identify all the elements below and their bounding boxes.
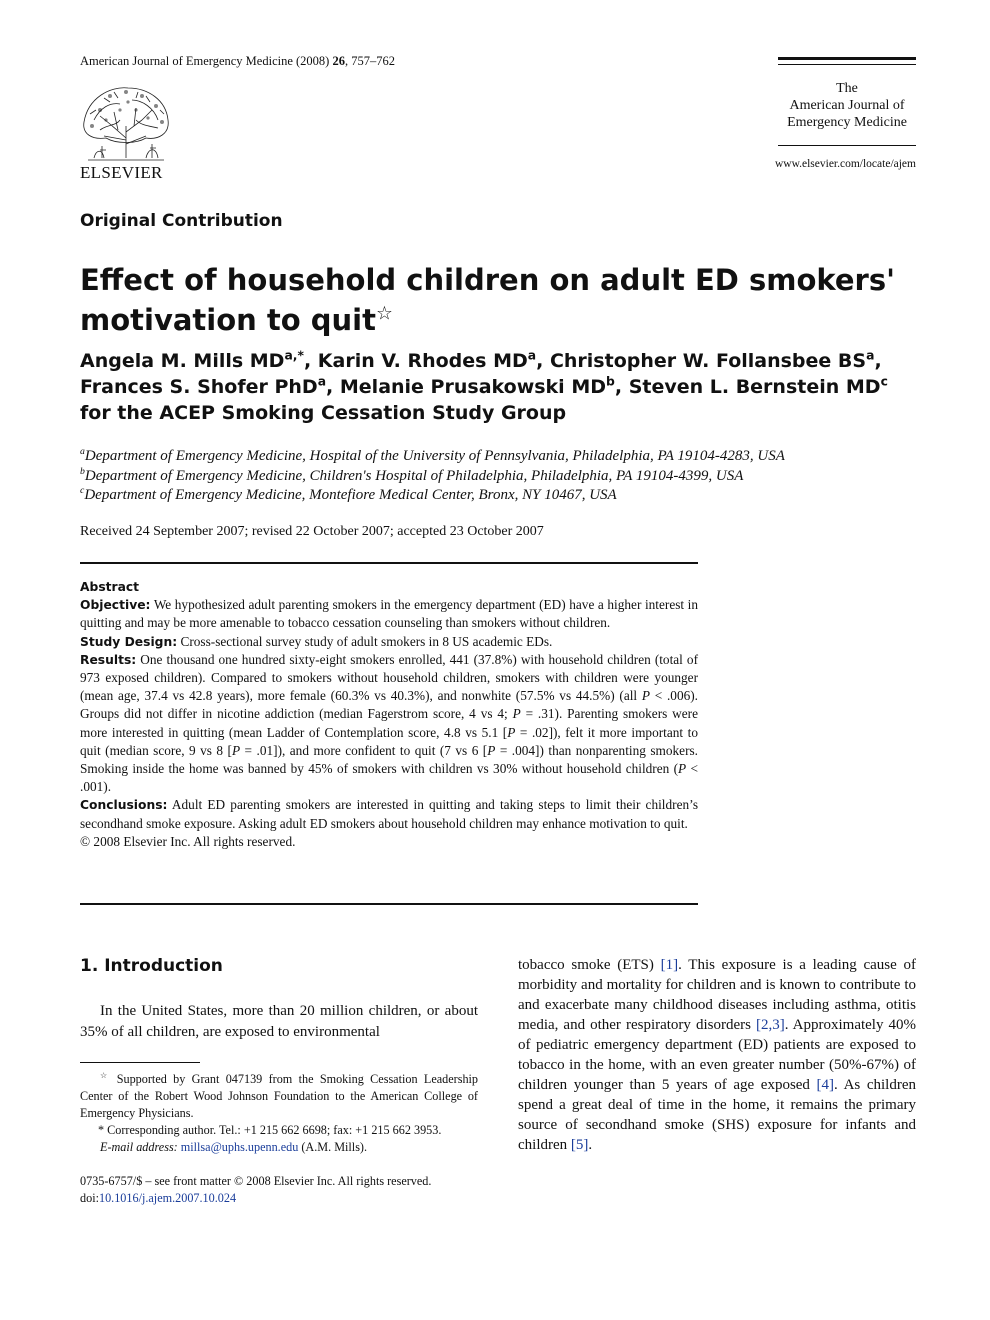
affiliation-sup: b	[80, 465, 85, 477]
article-title	[80, 260, 920, 340]
affiliations	[80, 447, 920, 506]
p-symbol: P	[507, 724, 516, 740]
results-text-1: One thousand one hundred sixty-eight smokers enrolled, 441 (37.8%) with household children (total of 973 exposed children). Compared to smokers without household children, smokers with children were younger (mean age, 37.4 vs 42.8 years), more female (60.3% vs 40.3%), and nonwhite (57.5% vs 44.5%) (all	[80, 651, 698, 704]
reference-link-2-3[interactable]: [2,3]	[755, 1017, 785, 1033]
corresponding-mark: *	[98, 1123, 105, 1137]
email-label: E-mail address:	[100, 1140, 178, 1154]
footnotes	[80, 1071, 478, 1156]
intro-heading: 1. Introduction	[80, 956, 223, 976]
section-type: Original Contribution	[80, 211, 283, 231]
p-symbol: P	[231, 742, 241, 758]
reference-link-4[interactable]: [4]	[816, 1077, 835, 1093]
p-symbol: P	[641, 688, 650, 704]
results-text-5: = .01]), and more confident to quit (7 vs 6 [	[240, 742, 488, 758]
journal-citation	[80, 54, 395, 69]
title-line2: motivation to quit	[80, 303, 376, 337]
objective-text: We hypothesized adult parenting smokers in the emergency department (ED) have a higher interest in quitting and may be more amenable to tobacco cessation counseling than smokers without children.	[80, 597, 699, 631]
conclusions-label: Conclusions:	[80, 798, 168, 813]
received-dates: Received 24 September 2007; revised 22 October 2007; accepted 23 October 2007	[80, 524, 544, 539]
abstract-bottom-rule	[80, 903, 698, 905]
affiliation-text: Department of Emergency Medicine, Montefiore Medical Center, Bronx, NY 10467, USA	[84, 487, 617, 503]
design-label: Study Design:	[80, 634, 178, 649]
design-text: Cross-sectional survey study of adult smokers in 8 US academic EDs.	[180, 633, 553, 649]
journal-title-line1: The	[836, 81, 858, 96]
author-name: Karin V. Rhodes MD	[317, 350, 528, 372]
results-text-4: = .02]), felt it more important to quit (median score, 9 vs 8 [	[80, 724, 698, 758]
intro-text-d: . As children spend a great deal of time in the home, it remains the primary source of secondhand smoke (SHS) exposure for infants and children	[518, 1077, 916, 1153]
author-sep: ,	[614, 376, 629, 398]
results-label: Results:	[80, 652, 137, 667]
intro-text-e: .	[588, 1137, 593, 1153]
title-footnote-star-icon[interactable]: ☆	[375, 303, 393, 325]
email-link[interactable]: millsa@uphs.upenn.edu	[180, 1140, 299, 1154]
author-sup[interactable]: a	[317, 374, 327, 389]
results-text-2: < .006). Groups did not differ in nicotine addiction (median Fagerstrom score, 4 vs 4;	[80, 688, 699, 722]
affiliation-text: Department of Emergency Medicine, Hospital of the University of Pennsylvania, Philadelphia, PA 19104-4283, USA	[84, 448, 785, 464]
author-name: Angela M. Mills MD	[80, 350, 285, 372]
conclusions-text: Adult ED parenting smokers are interested in quitting and taking steps to limit their children’s secondhand smoke exposure. Asking adult ED smokers about household children may enhance motivation to quit.	[80, 797, 698, 831]
intro-text-b: . This exposure is a leading cause of morbidity and mortality for children and is known to contribute to and exacerbate many childhood diseases including asthma, otitis media, and other respiratory disorders	[518, 957, 916, 1033]
journal-title-line3: Emergency Medicine	[787, 115, 907, 130]
email-owner: (A.M. Mills).	[301, 1140, 368, 1154]
author-list	[80, 348, 920, 426]
abstract-top-rule	[80, 562, 698, 564]
journal-title-line2: American Journal of	[789, 98, 905, 113]
affiliation-sup: a	[80, 446, 85, 457]
results-text-3: = .31). Parenting smokers were more interested in quitting (mean Ladder of Contemplation score, 4.8 vs 5.1 [	[80, 706, 698, 740]
author-sup[interactable]: a	[866, 348, 875, 363]
author-name: Melanie Prusakowski MD	[339, 376, 606, 398]
journal-ref-text: American Journal of Emergency Medicine (2008)	[80, 54, 330, 68]
author-sup[interactable]: a	[527, 348, 537, 363]
affiliation-a	[80, 447, 920, 467]
author-sep: ,	[874, 350, 882, 372]
intro-text-a: tobacco smoke (ETS)	[518, 957, 661, 973]
affiliation-text: Department of Emergency Medicine, Children's Hospital of Philadelphia, Philadelphia, PA 19104-4399, USA	[84, 467, 744, 484]
abstract	[80, 578, 698, 851]
intro-left-text: In the United States, more than 20 million children, or about 35% of all children, are exposed to environmental	[80, 1003, 478, 1040]
star-footnote-icon: ☆	[100, 1070, 111, 1080]
p-symbol: P	[678, 761, 687, 777]
intro-text-c: . Approximately 40% of pediatric emergency department (ED) patients are exposed to tobacco in the home, with an even greater number (50%-67%) of children younger than 5 years of age exposed	[518, 1017, 916, 1093]
abstract-copyright: © 2008 Elsevier Inc. All rights reserved.	[80, 833, 296, 849]
reference-link-1[interactable]: [1]	[660, 957, 679, 973]
journal-title	[778, 80, 916, 131]
publisher-name: ELSEVIER	[80, 163, 163, 182]
affiliation-b	[80, 467, 920, 487]
header-rule-thick	[778, 57, 916, 60]
p-symbol: P	[487, 742, 496, 758]
footnote-rule	[80, 1062, 200, 1063]
affiliation-c	[80, 486, 920, 506]
results-text-6: = .004]) than nonparenting smokers. Smoking inside the home was banned by 45% of smokers with children vs 30% without household children (	[80, 742, 698, 777]
reference-link-5[interactable]: [5]	[570, 1137, 589, 1153]
journal-pages: , 757–762	[344, 54, 395, 68]
p-symbol: P	[512, 706, 521, 722]
intro-right-text	[518, 955, 916, 1155]
title-line1: Effect of household children on adult ED smokers'	[80, 263, 895, 297]
author-sep: ,	[303, 350, 318, 372]
objective-label: Objective:	[80, 598, 151, 613]
abstract-heading: Abstract	[80, 580, 140, 594]
front-matter-text: 0735-6757/$ – see front matter © 2008 Elsevier Inc. All rights reserved.	[80, 1174, 432, 1188]
author-sep: ,	[326, 376, 340, 398]
study-group: for the ACEP Smoking Cessation Study Group	[80, 402, 567, 424]
front-matter	[80, 1173, 478, 1207]
header-rule-thin	[778, 64, 916, 65]
affiliation-sup: c	[80, 485, 85, 496]
doi-label: doi:	[80, 1191, 99, 1205]
author-name: Christopher W. Follansbee BS	[549, 350, 867, 372]
author-sup[interactable]: c	[880, 374, 888, 389]
doi-link[interactable]: 10.1016/j.ajem.2007.10.024	[98, 1191, 237, 1205]
author-sep: ,	[536, 350, 550, 372]
results-text-7: < .001).	[80, 761, 699, 795]
journal-volume: 26	[332, 54, 345, 68]
author-sup[interactable]: a,*	[284, 348, 304, 363]
author-name: Steven L. Bernstein MD	[628, 376, 881, 398]
journal-url[interactable]: www.elsevier.com/locate/ajem	[774, 158, 916, 170]
header-rule-bottom	[778, 145, 916, 146]
author-sup[interactable]: b	[606, 374, 615, 389]
corresponding-note: Corresponding author. Tel.: +1 215 662 6698; fax: +1 215 662 3953.	[107, 1123, 442, 1137]
author-name: Frances S. Shofer PhD	[80, 376, 318, 398]
funding-note: Supported by Grant 047139 from the Smoking Cessation Leadership Center of the Robert Wood Johnson Foundation to the American College of Emergency Physicians.	[80, 1072, 479, 1120]
